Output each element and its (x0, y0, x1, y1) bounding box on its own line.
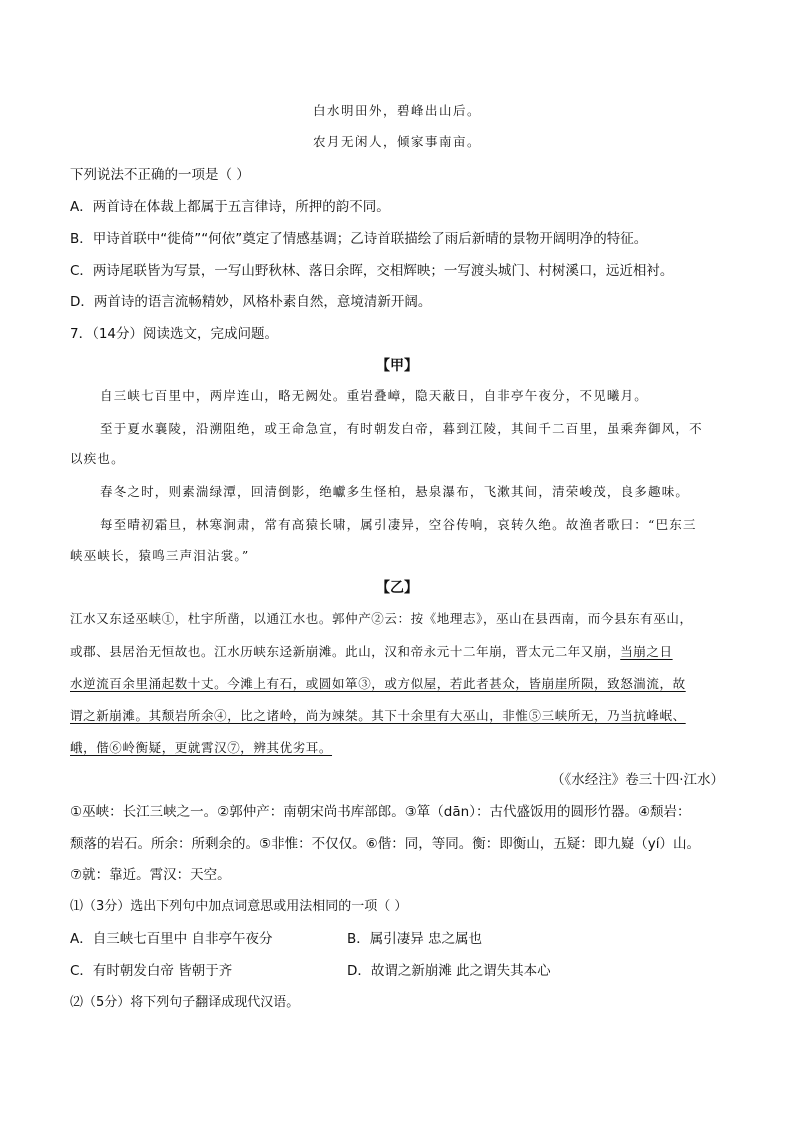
subquestion-2-stem: ⑵（5分）将下列句子翻译成现代汉语。 (70, 995, 300, 1010)
option-d: D．两首诗的语言流畅精妙，风格朴素自然，意境清新开阔。 (70, 294, 432, 310)
option-c: C．两诗尾联皆为写景，一写山野秋林、落日余晖，交相辉映；一写渡头城门、村树溪口，远近相衬。 (70, 263, 674, 279)
question-7-stem: 7．（14分）阅读选文，完成问题。 (70, 326, 279, 342)
jia-paragraph-3: 春冬之时，则素湍绿潭，回清倒影，绝巘多生怪柏，悬泉瀑布，飞漱其间，清荣峻茂，良多趣味。 (100, 484, 690, 499)
jia-paragraph-2: 至于夏水襄陵，沿溯阻绝，或王命急宣，有时朝发白帝，暮到江陵，其间千二百里，虽乘奔御风，不 (100, 421, 703, 436)
poem-line-1: 白水明田外，碧峰出山后。 (312, 103, 481, 118)
jia-paragraph-4-cont: 峡巫峡长，猿鸣三声泪沾裳。” (70, 548, 250, 563)
yi-line-4: 谓之新崩滩。其颓岩所余④，比之诸岭，尚为竦桀。其下十余里有大巫山，非惟⑤三峡所无，乃当抗峰岷、 (70, 708, 686, 723)
subquestion-1-stem: ⑴（3分）选出下列句中加点词意思或用法相同的一项（ ） (70, 899, 408, 914)
note-line-2: 颓落的岩石。所余：所剩余的。⑤非惟：不仅仅。⑥偕：同，等同。衡：即衡山，五疑：即九嶷（yí）山。 (70, 836, 700, 852)
yi-line-2 (70, 641, 673, 663)
jia-paragraph-1: 自三峡七百里中，两岸连山，略无阙处。重岩叠嶂，隐天蔽日，自非亭午夜分，不见曦月。 (100, 388, 649, 403)
question-6-stem: 下列说法不正确的一项是（ ） (70, 167, 250, 183)
option-a: A．两首诗在体裁上都属于五言律诗，所押的韵不同。 (70, 199, 390, 215)
note-line-1: ①巫峡：长江三峡之一。②郭仲产：南朝宋尚书库部郎。③箪（dān）：古代盛饭用的圆形竹器。④颓岩： (70, 804, 691, 820)
jia-paragraph-4: 每至晴初霜旦，林寒涧肃，常有高猿长啸，属引凄异，空谷传响，哀转久绝。故渔者歌曰：“巴东三 (100, 517, 697, 532)
yi-line-1: 江水又东迳巫峡①，杜宇所凿，以通江水也。郭仲产②云：按《地理志》，巫山在县西南，而今县东有巫山， (70, 611, 693, 626)
sub1-option-a: A．自三峡七百里中 自非亭午夜分 (70, 931, 273, 947)
note-line-3: ⑦就：靠近。霄汉：天空。 (70, 867, 231, 883)
jia-paragraph-2-cont: 以疾也。 (70, 451, 125, 466)
option-b: B．甲诗首联中“徙倚”“何依”奠定了情感基调；乙诗首联描绘了雨后新晴的景物开阔明净的特征。 (70, 231, 648, 247)
sub1-option-c: C．有时朝发白帝 皆朝于齐 (70, 963, 233, 979)
passage-yi-heading: 【乙】 (376, 580, 418, 596)
sub1-option-d: D．故谓之新崩滩 此之谓失其本心 (347, 963, 551, 979)
yi-line-3: 水逆流百余里涌起数十丈。今滩上有石，或圆如箪③，或方似屋，若此者甚众，皆崩崖所陨，致怒湍流，故 (70, 676, 686, 691)
passage-jia-heading: 【甲】 (376, 358, 418, 374)
poem-line-2: 农月无闲人，倾家事南亩。 (312, 134, 481, 149)
yi-underlined-start: 当崩之日 (620, 644, 673, 659)
passage-source: （《水经注》卷三十四·江水） (550, 772, 724, 788)
yi-line-2-text: 或郡、县居治无恒故也。江水历峡东迳新崩滩。此山，汉和帝永元十二年崩，晋太元二年又崩， (70, 644, 621, 659)
sub1-option-b: B．属引凄异 忠之属也 (347, 931, 483, 947)
yi-line-5: 峨，偕⑥岭衡疑，更就霄汉⑦，辨其优劣耳。 (70, 740, 333, 755)
